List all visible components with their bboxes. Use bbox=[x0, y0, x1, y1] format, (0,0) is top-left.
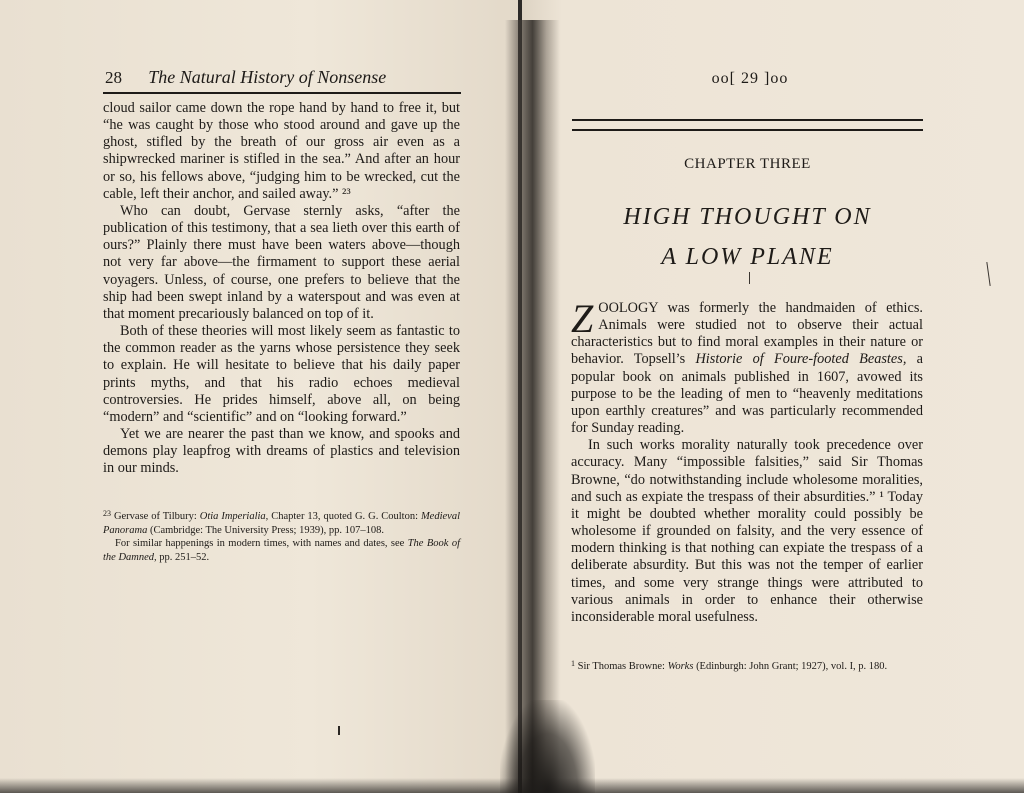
body-text bbox=[103, 100, 460, 477]
chapter-title-line-1: HIGH THOUGHT ON bbox=[623, 204, 872, 230]
body-text bbox=[571, 296, 923, 626]
footnote-text: (Edinburgh: John Grant; 1927), vol. I, p. 180. bbox=[693, 661, 888, 672]
book-gutter bbox=[505, 20, 560, 793]
running-head bbox=[105, 66, 460, 88]
folio: oo[ 29 ]oo bbox=[711, 70, 789, 87]
chapter-rule-top bbox=[572, 119, 923, 121]
footnote-text: Gervase of Tilbury: bbox=[113, 511, 200, 522]
footnote-text: For similar happenings in modern times, with names and dates, see bbox=[115, 538, 408, 549]
book-title: Historie of Foure-footed Beastes, bbox=[695, 351, 907, 368]
footnote-text: Chapter 13, quoted G. G. Coulton: bbox=[268, 511, 421, 522]
header-rule bbox=[103, 92, 461, 94]
paragraph-text: a popular book on animals published in 1607, avowed its purpose to be the leading of men to “heavenly meditations upon earthly creatures” and was particularly recommended for Sunday reading. bbox=[571, 351, 923, 437]
footnote-work: The Book of the Damned, bbox=[103, 538, 460, 563]
paragraph-1: cloud sailor came down the rope hand by hand to free it, but “he was caught by those who stood around and gave up the ghost, stifled by the breath of our gross air even as a shipwrecked mariner is stifled in the sea.” And after an hour or so, his fellows above, “judging him to be wrecked, cut the cable, left their anchor, and sailed away.” ²³ bbox=[103, 100, 460, 202]
footnote-continuation bbox=[103, 537, 460, 564]
footnote-1 bbox=[571, 657, 923, 674]
chapter-title-line-2: A LOW PLANE bbox=[661, 244, 834, 270]
drop-cap: Z bbox=[571, 296, 594, 341]
footnote-work: Medieval Panorama bbox=[103, 511, 460, 536]
bottom-edge-shadow bbox=[0, 778, 1024, 793]
footnote-mark: 1 bbox=[571, 659, 575, 668]
paragraph-2: In such works morality naturally took precedence over accuracy. Many “impossible falsities,” said Sir Thomas Browne, “do notwithstanding include wholesome moralities, and such as expiate the trespass of their absurdities.” ¹ Today it might be doubted whether morality could possibly be wholesome if grounded on falsity, and the very essence of modern thinking is that nothing can expiate the trespass of a deliberate absurdity. But this was not the temper of earlier times, and some very strange things were attributed to various animals in order to enhance their otherwise inconsiderable moral usefulness. bbox=[571, 437, 923, 625]
footnote-text: Sir Thomas Browne: bbox=[577, 661, 668, 672]
footnote-text: pp. 251–52. bbox=[156, 551, 210, 563]
chapter-title bbox=[572, 197, 923, 277]
paragraph-2: Who can doubt, Gervase sternly asks, “after the publication of this testimony, that a sea lieth over this earth of ours?” Plainly there must have been waters above—though not very far above—the firmament to support these aerial voyagers. Unless, of course, one prefers to believe that the ship had been swept inland by a waterspout and was even at that moment precariously balanced on top of it. bbox=[103, 202, 460, 322]
footnote-work: Works bbox=[667, 661, 694, 672]
chapter-label: CHAPTER THREE bbox=[684, 156, 811, 172]
paragraph-text: OOLOGY was formerly the handmaiden of ethics. Animals were studied not to observe their actual characteristics but to find moral examples in their nature or behavior. Topsell’s bbox=[571, 300, 923, 368]
footnote-23 bbox=[103, 507, 460, 537]
stray-mark bbox=[338, 726, 340, 735]
footnote-work: Otia Imperialia, bbox=[199, 511, 269, 522]
paragraph-3: Both of these theories will most likely seem as fantastic to the common reader as the yarns whose persistence they seek to explain. He will hesitate to believe that his daily paper prints myths, and that his radio echoes medieval controversies. He prides himself, above all, on being “modern” and “scientific” and on “looking forward.” bbox=[103, 323, 460, 425]
paragraph-4: Yet we are nearer the past than we know, and spooks and demons play leapfrog with dreams of plastics and television in our minds. bbox=[103, 425, 460, 477]
footnotes bbox=[103, 507, 460, 564]
paragraph-1 bbox=[571, 296, 923, 437]
footnote-text: (Cambridge: The University Press; 1939), pp. 107–108. bbox=[147, 524, 384, 536]
chapter-rule-bottom bbox=[572, 129, 923, 131]
page-number: 28 bbox=[105, 68, 122, 87]
running-title: The Natural History of Nonsense bbox=[148, 67, 387, 87]
footnote-mark: 23 bbox=[103, 509, 111, 518]
stray-mark bbox=[749, 272, 750, 284]
